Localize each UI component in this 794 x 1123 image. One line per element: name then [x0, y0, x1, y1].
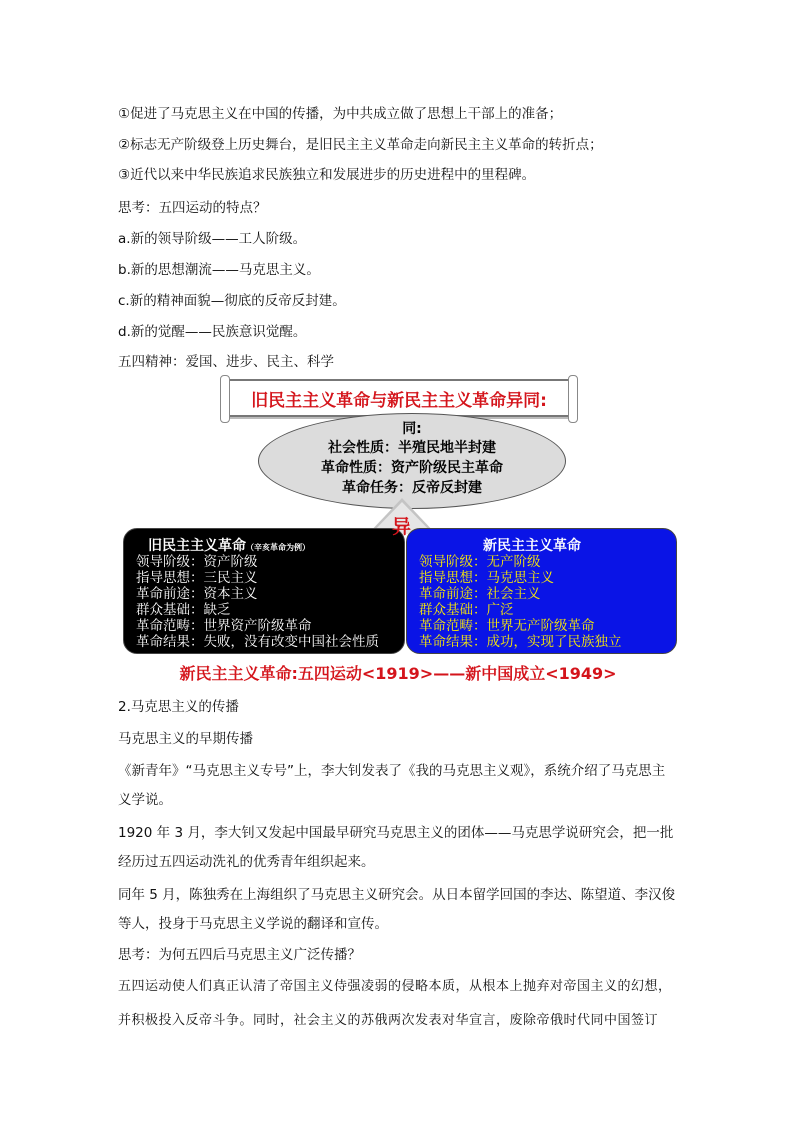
diagram-footer: 新民主主义革命:五四运动<1919>——新中国成立<1949> — [179, 664, 617, 683]
paragraph: 同年 5 月，陈独秀在上海组织了马克思主义研究会。从日本留学回国的李达、陈望道、李汉俊等人，投身于马克思主义学说的翻译和宣传。 — [118, 887, 676, 932]
old-revolution-note: （辛亥革命为例） — [246, 543, 310, 552]
similarity-line: 革命性质：资产阶级民主革命 — [321, 460, 503, 476]
old-revolution-row: 指导思想：三民主义 — [136, 570, 258, 586]
old-revolution-row: 革命范畴：世界资产阶级革命 — [136, 618, 312, 634]
may-fourth-spirit: 五四精神：爱国、进步、民主、科学 — [118, 354, 334, 370]
new-revolution-row: 领导阶级：无产阶级 — [419, 554, 541, 570]
new-revolution-title: 新民主主义革命 — [483, 538, 581, 554]
old-revolution-title: 旧民主主义革命（辛亥革命为例） — [148, 538, 310, 554]
new-revolution-row: 革命范畴：世界无产阶级革命 — [419, 618, 595, 634]
old-revolution-row: 群众基础：缺乏 — [136, 602, 231, 618]
new-democratic-revolution-box — [406, 528, 677, 654]
new-revolution-row: 指导思想：马克思主义 — [419, 570, 554, 586]
paragraph: 1920 年 3 月，李大钊又发起中国最早研究马克思主义的团体——马克思学说研究会，把一批经历过五四运动洗礼的优秀青年组织起来。 — [118, 825, 674, 870]
feature-b: b.新的思想潮流——马克思主义。 — [118, 262, 320, 278]
diagram-banner-title: 旧民主主义革命与新民主主义革命异同: — [251, 391, 547, 411]
similarity-line: 社会性质：半殖民地半封建 — [328, 440, 496, 456]
new-revolution-row: 革命结果：成功，实现了民族独立 — [419, 634, 622, 650]
difference-label: 异 — [392, 516, 412, 538]
new-revolution-row: 群众基础：广泛 — [419, 602, 514, 618]
intro-point-1: ①促进了马克思主义在中国的传播，为中共成立做了思想上干部上的准备； — [118, 106, 563, 122]
old-revolution-row: 革命结果：失败，没有改变中国社会性质 — [136, 634, 379, 650]
answer-line: 五四运动使人们真正认清了帝国主义侍强凌弱的侵略本质，从根本上抛弃对帝国主义的幻想， — [118, 979, 672, 994]
section-heading: 2.马克思主义的传播 — [118, 699, 239, 715]
old-democratic-revolution-box — [123, 528, 405, 654]
old-revolution-row: 领导阶级：资产阶级 — [136, 554, 258, 570]
diagram-banner — [226, 379, 572, 417]
subheading: 马克思主义的早期传播 — [118, 731, 253, 747]
new-revolution-row: 革命前途：社会主义 — [419, 586, 541, 602]
feature-c: c.新的精神面貌—彻底的反帝反封建。 — [118, 293, 346, 309]
old-revolution-row: 革命前途：资本主义 — [136, 586, 258, 602]
answer-line: 并积极投入反帝斗争。同时，社会主义的苏俄两次发表对华宣言，废除帝俄时代同中国签订 — [118, 1013, 659, 1028]
similarity-line: 革命任务：反帝反封建 — [342, 480, 482, 496]
feature-d: d.新的觉醒——民族意识觉醒。 — [118, 324, 307, 340]
paragraph: 《新青年》“马克思主义专号”上，李大钊发表了《我的马克思主义观》，系统介绍了马克思主义学说。 — [118, 763, 666, 808]
intro-point-2: ②标志无产阶级登上历史舞台，是旧民主主义革命走向新民主主义革命的转折点； — [118, 137, 603, 153]
feature-a: a.新的领导阶级——工人阶级。 — [118, 231, 307, 247]
spread-question: 思考：为何五四后马克思主义广泛传播？ — [118, 947, 361, 963]
similarities-title: 同: — [402, 421, 422, 437]
intro-point-3: ③近代以来中华民族追求民族独立和发展进步的历史进程中的里程碑。 — [118, 167, 536, 183]
features-question: 思考：五四运动的特点？ — [118, 200, 267, 216]
